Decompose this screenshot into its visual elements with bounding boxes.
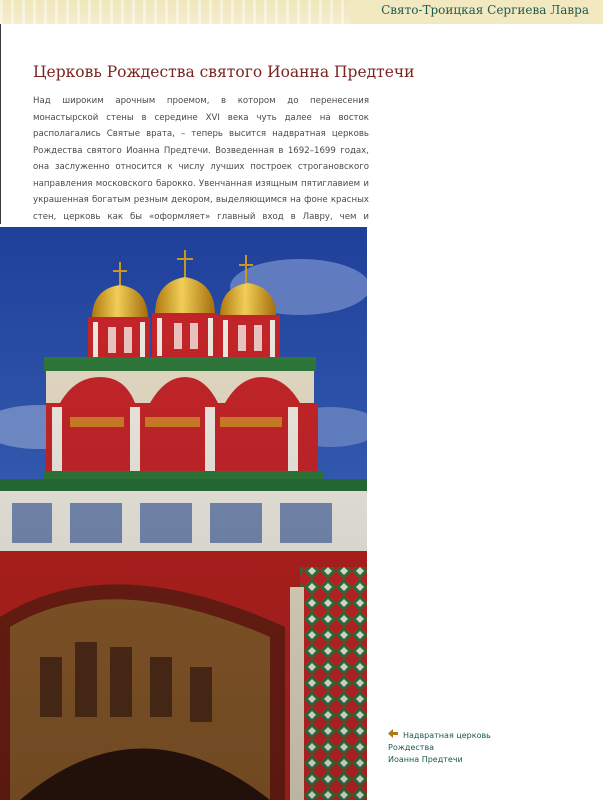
top-band [0,0,603,24]
church-photo [0,227,367,800]
church-illustration [0,227,367,800]
caption-line-1: Надвратная церковь Рождества [388,731,491,752]
caption-line-2: Иоанна Предтечи [388,755,463,764]
ornament-pattern [0,0,350,24]
article-title: Церковь Рождества святого Иоанна Предтечи [33,63,415,81]
article-body: Над широким арочным проемом, в котором до перенесения монастырской стены в середине XVI века чуть далее на восток располагались Святые врата, – теперь высится надвратная церковь Рождества святого Иоанна Предтечи. Возведенная в 1692–1699 годах, она заслуженно относится к числу лучших построек строгановского направления московского барокко. Увенчанная изящным пятиглавием и украшенная богатым резным декором, выделяющимся на фоне красных стен, церковь как бы «оформляет» главный вход в Лавру, чем и [33,96,369,222]
photo-caption [388,729,538,766]
arrow-left-icon [388,729,398,742]
running-head: Свято-Троицкая Сергиева Лавра [381,3,589,17]
margin-line [0,24,1,224]
